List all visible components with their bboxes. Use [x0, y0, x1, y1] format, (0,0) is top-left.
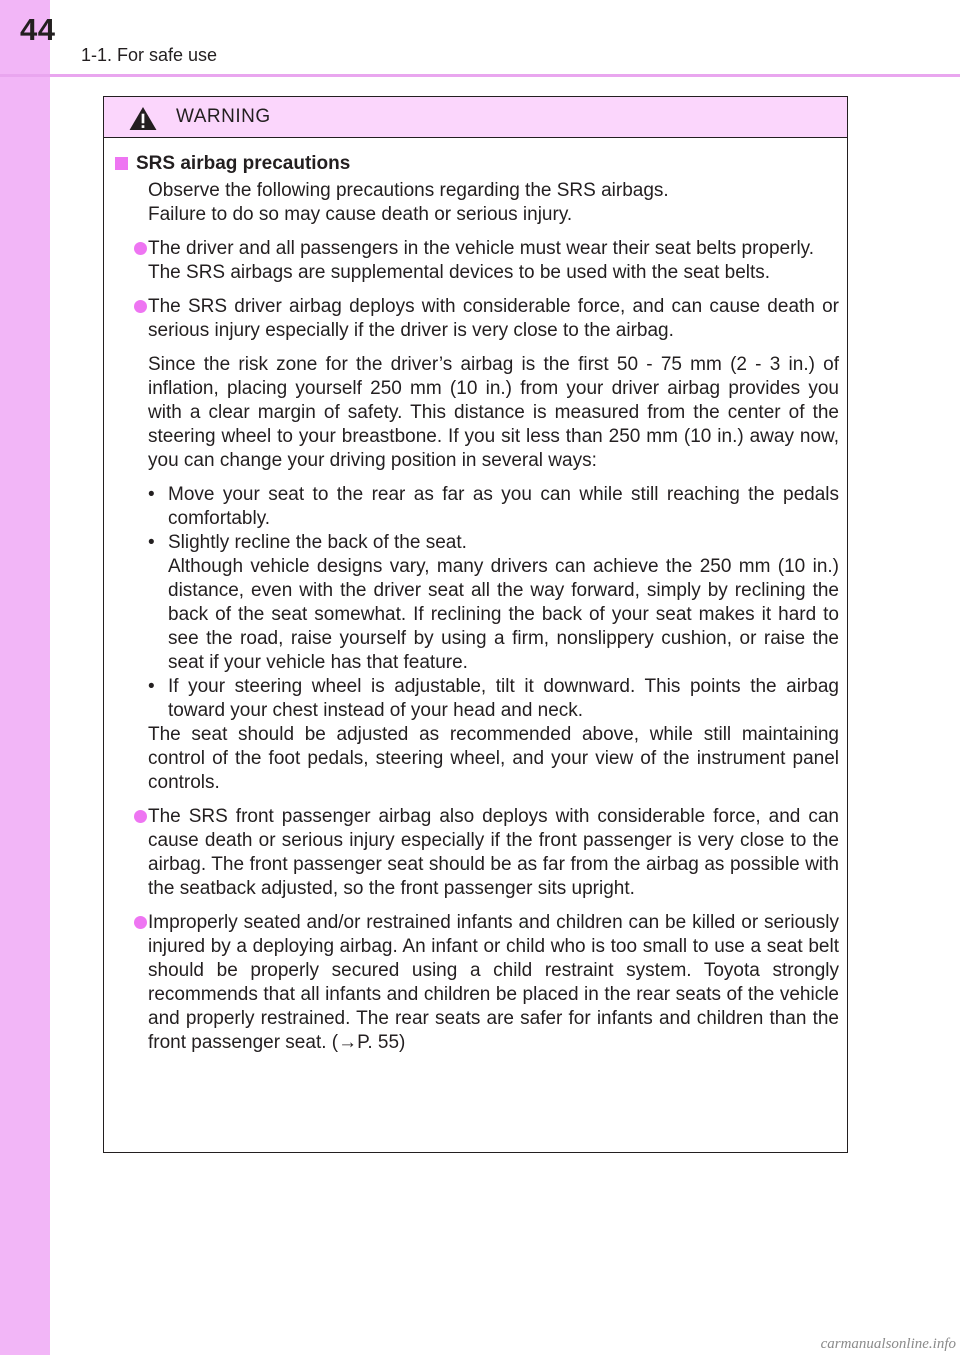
point-text: Improperly seated and/or restrained infants and children can be killed or seriously injured by a deploying airbag. An infant or child who is too small to use a seat belt should be properly secured using a child restraint system. Toyota strongly recommends that all infants and children be placed in the rear seats of the vehicle and properly restrained. The rear seats are safer for infants and children than the front passenger seat. (→P. 55) [148, 912, 839, 1053]
point-seat-belts [114, 237, 839, 285]
point-text: The driver and all passengers in the vehicle must wear their seat belts properly. [148, 238, 815, 259]
point-driver-airbag [114, 295, 839, 795]
circle-bullet-icon [134, 810, 147, 823]
seat-adjustment-note: The seat should be adjusted as recommended above, while still maintaining control of the foot pedals, steering wheel, and your view of the instrument panel controls. [148, 724, 839, 793]
point-passenger-airbag [114, 805, 839, 901]
circle-bullet-icon [134, 916, 147, 929]
warning-box [103, 96, 848, 1153]
bullet-dot-icon: • [148, 532, 155, 553]
warning-label: WARNING [176, 106, 271, 127]
page-header [0, 0, 960, 76]
warning-body [104, 138, 847, 1055]
point-children [114, 911, 839, 1055]
point-text: The SRS driver airbag deploys with considerable force, and can cause death or serious injury especially if the driver is very close to the airbag. [148, 296, 839, 341]
risk-zone-paragraph: Since the risk zone for the driver’s airbag is the first 50 - 75 mm (2 - 3 in.) of inflation, placing yourself 250 mm (10 in.) from your driver airbag provides you with a clear margin of safety. This distance is measured from the center of the steering wheel to your breastbone. If you sit less than 250 mm (10 in.) away now, you can change your driving position in several ways: [148, 354, 839, 471]
circle-bullet-icon [134, 300, 147, 313]
intro-text [114, 179, 839, 227]
list-item [148, 531, 839, 675]
bullet-dot-icon: • [148, 484, 155, 505]
side-color-strip [0, 0, 50, 1355]
watermark: carmanualsonline.info [820, 1336, 956, 1352]
point-text: The SRS front passenger airbag also deploys with considerable force, and can cause death or serious injury especially if the front passenger is very close to the airbag. The front passenger seat should be as far from the airbag as possible with the seatback adjusted, so the front passenger sits upright. [148, 806, 839, 899]
section-title: 1-1. For safe use [81, 45, 218, 65]
warning-header [104, 97, 847, 138]
heading-text: SRS airbag precautions [136, 153, 351, 174]
section-heading [114, 152, 839, 176]
header-rule [0, 74, 960, 77]
list-item-text: If your steering wheel is adjustable, tilt it downward. This points the airbag toward your chest instead of your head and neck. [168, 676, 839, 721]
list-item-text: Move your seat to the rear as far as you can while still reaching the pedals comfortably. [168, 484, 839, 529]
intro-line: Observe the following precautions regarding the SRS airbags. [148, 180, 669, 201]
list-item-note: Although vehicle designs vary, many drivers can achieve the 250 mm (10 in.) distance, even with the driver seat all the way forward, simply by reclining the back of the seat somewhat. If reclining the back of your seat makes it hard to see the road, raise yourself by using a firm, nonslippery cushion, or raise the seat if your vehicle has that feature. [168, 556, 839, 673]
list-item-text: Slightly recline the back of the seat. [168, 532, 467, 553]
bullet-dot-icon: • [148, 676, 155, 697]
list-item [148, 483, 839, 531]
square-bullet-icon [115, 157, 128, 170]
circle-bullet-icon [134, 242, 147, 255]
warning-triangle-icon [128, 106, 158, 131]
list-item [148, 675, 839, 723]
driving-position-list [148, 483, 839, 723]
intro-line: Failure to do so may cause death or serious injury. [148, 204, 573, 225]
page-number: 44 [20, 12, 56, 47]
point-extra: The SRS airbags are supplemental devices to be used with the seat belts. [148, 262, 771, 283]
